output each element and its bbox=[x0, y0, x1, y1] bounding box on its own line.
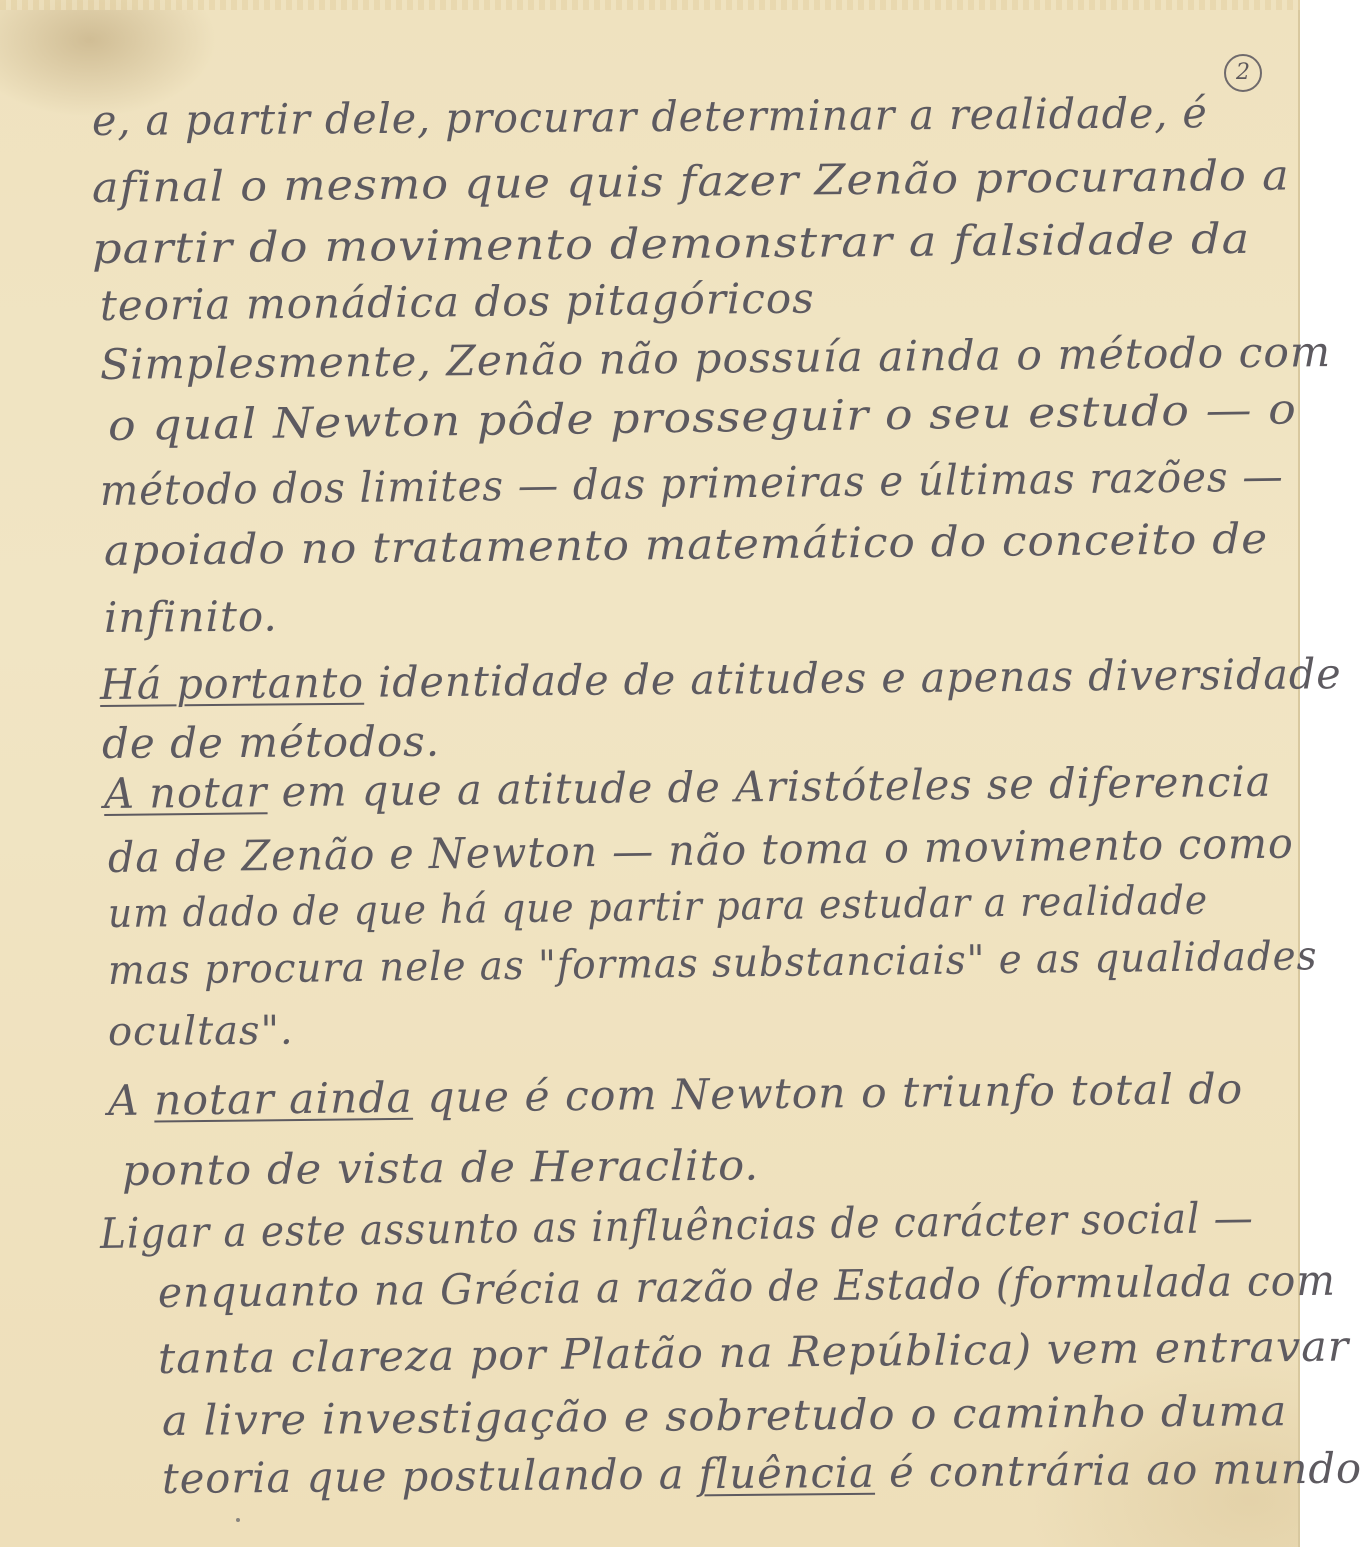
text-line: ocultas". bbox=[107, 1007, 294, 1055]
text-line: Simplesmente, Zenão não possuía ainda o método com bbox=[99, 327, 1332, 389]
text-line: e, a partir dele, procurar determinar a realidade, é bbox=[91, 88, 1208, 145]
text-line: a livre investigação e sobretudo o caminho duma bbox=[161, 1386, 1288, 1445]
underlined-phrase: A notar bbox=[103, 767, 268, 818]
text-segment: é contrária ao mundo bbox=[874, 1443, 1362, 1497]
text-line: Ligar a este assunto as influências de carácter social — bbox=[99, 1192, 1255, 1258]
text-segment: em que a atitude de Aristóteles se diferencia bbox=[267, 756, 1272, 817]
text-line: teoria monádica dos pitagóricos bbox=[99, 273, 815, 330]
page-number: 2 bbox=[1224, 54, 1262, 92]
underlined-phrase: Há portanto bbox=[99, 657, 365, 709]
underlined-phrase: notar ainda bbox=[153, 1072, 414, 1125]
text-line: método dos limites — das primeiras e últimas razões — bbox=[99, 451, 1284, 515]
text-line: mas procura nele as "formas substanciais" e as qualidades bbox=[107, 933, 1318, 994]
text-line: enquanto na Grécia a razão de Estado (formulada com bbox=[157, 1255, 1337, 1317]
text-segment: teoria que postulando a bbox=[161, 1449, 699, 1503]
text-segment: que é com Newton o triunfo total do bbox=[412, 1064, 1244, 1122]
text-line bbox=[108, 1064, 1244, 1125]
text-segment: A bbox=[107, 1075, 155, 1125]
text-line: tanta clareza por Platão na República) vem entravar bbox=[157, 1321, 1350, 1383]
underlined-phrase: fluência bbox=[698, 1447, 876, 1499]
text-line: afinal o mesmo que quis fazer Zenão procurando a bbox=[91, 150, 1290, 212]
text-line: da de Zenão e Newton — não toma o movimento como bbox=[107, 818, 1295, 882]
text-line: infinito. bbox=[103, 591, 278, 642]
text-segment: identidade de atitudes e apenas diversidade bbox=[363, 649, 1342, 707]
text-line bbox=[100, 649, 1342, 709]
torn-top-edge bbox=[0, 0, 1300, 10]
text-line: um dado de que há que partir para estudar a realidade bbox=[107, 877, 1209, 937]
text-line: partir do movimento demonstrar a falsidade da bbox=[91, 213, 1251, 273]
text-line: apoiado no tratamento matemático do conceito de bbox=[103, 513, 1269, 575]
text-line: de de métodos. bbox=[101, 716, 441, 768]
ink-dot bbox=[236, 1518, 240, 1522]
text-line: ponto de vista de Heraclito. bbox=[121, 1140, 760, 1195]
text-line: o qual Newton pôde prosseguir o seu estudo — o bbox=[107, 384, 1298, 450]
text-line bbox=[162, 1444, 1362, 1503]
